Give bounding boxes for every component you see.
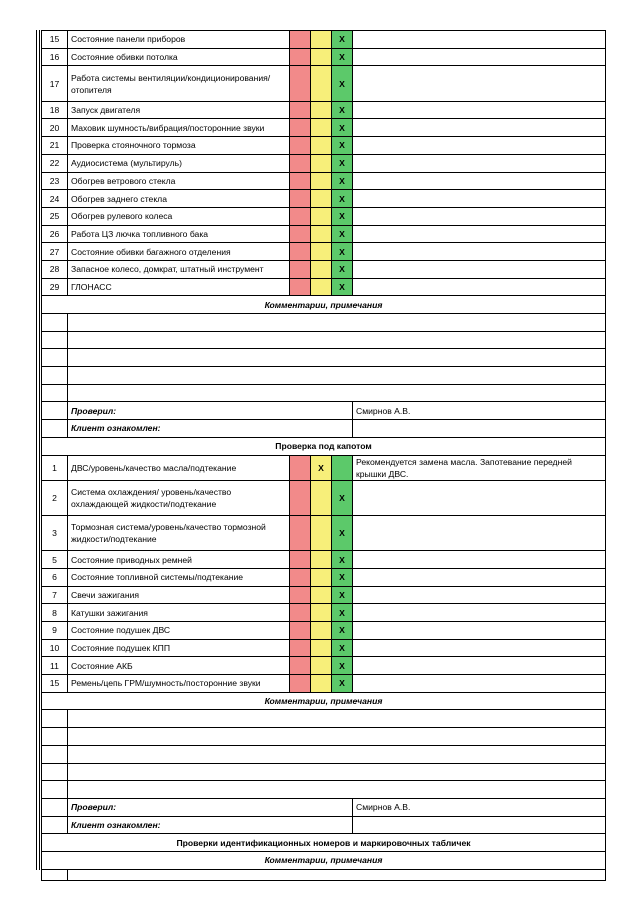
status-yellow-cell (311, 515, 332, 550)
row-description: Проверка стояночного тормоза (68, 137, 290, 155)
status-green-cell: X (332, 137, 353, 155)
checked-by-label: Проверил: (68, 798, 353, 816)
status-green-cell: X (332, 480, 353, 515)
status-yellow-cell (311, 48, 332, 66)
row-number: 23 (42, 172, 68, 190)
status-red-cell (290, 243, 311, 261)
signature-spacer (42, 420, 68, 438)
row-number: 3 (42, 515, 68, 550)
checklist-row (42, 675, 606, 693)
row-note (353, 137, 606, 155)
inspection-table-body (42, 31, 606, 881)
row-description: Состояние панели приборов (68, 31, 290, 49)
comment-text-cell (68, 745, 606, 763)
row-note (353, 207, 606, 225)
status-green-cell: X (332, 154, 353, 172)
status-green-cell: X (332, 551, 353, 569)
row-number: 6 (42, 568, 68, 586)
comment-blank-row (42, 314, 606, 332)
checklist-row (42, 586, 606, 604)
status-red-cell (290, 207, 311, 225)
row-note (353, 675, 606, 693)
comments-header-row (42, 851, 606, 869)
checklist-row (42, 622, 606, 640)
comment-number-cell (42, 367, 68, 385)
row-description: Обогрев ветрового стекла (68, 172, 290, 190)
row-number: 22 (42, 154, 68, 172)
status-yellow-cell (311, 119, 332, 137)
signature-spacer (42, 816, 68, 834)
status-green-cell: X (332, 243, 353, 261)
row-note: Рекомендуется замена масла. Запотевание передней крышки ДВС. (353, 455, 606, 480)
row-number: 15 (42, 675, 68, 693)
comment-text-cell (68, 728, 606, 746)
row-number: 25 (42, 207, 68, 225)
status-yellow-cell (311, 154, 332, 172)
row-number: 20 (42, 119, 68, 137)
status-green-cell: X (332, 675, 353, 693)
status-green-cell: X (332, 586, 353, 604)
status-yellow-cell (311, 278, 332, 296)
section-identification-row (42, 834, 606, 852)
comment-number-cell (42, 745, 68, 763)
comment-text-cell (68, 869, 606, 880)
checked-by-label: Проверил: (68, 402, 353, 420)
status-red-cell (290, 101, 311, 119)
row-number: 26 (42, 225, 68, 243)
section-title: Проверка под капотом (42, 437, 606, 455)
left-margin-line (36, 30, 37, 870)
checklist-row (42, 119, 606, 137)
row-number: 5 (42, 551, 68, 569)
status-green-cell: X (332, 48, 353, 66)
checklist-row (42, 455, 606, 480)
status-yellow-cell (311, 622, 332, 640)
status-green-cell: X (332, 639, 353, 657)
status-yellow-cell (311, 260, 332, 278)
status-yellow-cell (311, 639, 332, 657)
checklist-row (42, 657, 606, 675)
status-red-cell (290, 604, 311, 622)
status-green-cell: X (332, 604, 353, 622)
row-note (353, 278, 606, 296)
status-yellow-cell (311, 101, 332, 119)
status-red-cell (290, 515, 311, 550)
checklist-row (42, 154, 606, 172)
comment-blank-row (42, 367, 606, 385)
row-description: Работа ЦЗ лючка топливного бака (68, 225, 290, 243)
row-description: Состояние подушек ДВС (68, 622, 290, 640)
comment-text-cell (68, 384, 606, 402)
comment-text-cell (68, 781, 606, 799)
status-yellow-cell (311, 225, 332, 243)
status-yellow-cell (311, 137, 332, 155)
row-number: 28 (42, 260, 68, 278)
status-yellow-cell (311, 172, 332, 190)
row-description: Обогрев рулевого колеса (68, 207, 290, 225)
row-note (353, 31, 606, 49)
checklist-row (42, 278, 606, 296)
status-yellow-cell (311, 190, 332, 208)
status-yellow-cell (311, 657, 332, 675)
row-note (353, 604, 606, 622)
checked-by-value: Смирнов А.В. (353, 402, 606, 420)
comment-number-cell (42, 781, 68, 799)
left-margin-line-inner (39, 30, 40, 870)
checklist-row (42, 568, 606, 586)
status-green-cell: X (332, 207, 353, 225)
status-yellow-cell (311, 66, 332, 101)
status-red-cell (290, 31, 311, 49)
status-green-cell: X (332, 101, 353, 119)
row-number: 10 (42, 639, 68, 657)
row-number: 21 (42, 137, 68, 155)
status-green-cell: X (332, 260, 353, 278)
comments-header-row (42, 296, 606, 314)
comment-blank-row (42, 745, 606, 763)
status-yellow-cell (311, 568, 332, 586)
comment-blank-row (42, 349, 606, 367)
status-red-cell (290, 66, 311, 101)
status-green-cell: X (332, 172, 353, 190)
row-description: Ремень/цепь ГРМ/шумность/посторонние звуки (68, 675, 290, 693)
checklist-row (42, 243, 606, 261)
row-description: Маховик шумность/вибрация/посторонние звуки (68, 119, 290, 137)
comment-blank-row (42, 384, 606, 402)
row-note (353, 622, 606, 640)
checklist-row (42, 190, 606, 208)
checklist-row (42, 207, 606, 225)
comment-text-cell (68, 331, 606, 349)
section-title: Проверки идентификационных номеров и маркировочных табличек (42, 834, 606, 852)
row-note (353, 586, 606, 604)
comment-number-cell (42, 763, 68, 781)
row-note (353, 639, 606, 657)
status-red-cell (290, 675, 311, 693)
client-signature-value (353, 420, 606, 438)
client-acknowledged-row (42, 816, 606, 834)
row-note (353, 515, 606, 550)
status-yellow-cell (311, 243, 332, 261)
row-note (353, 225, 606, 243)
row-number: 9 (42, 622, 68, 640)
client-acknowledged-row (42, 420, 606, 438)
row-number: 24 (42, 190, 68, 208)
checklist-row (42, 48, 606, 66)
row-note (353, 243, 606, 261)
comment-number-cell (42, 710, 68, 728)
row-description: Состояние топливной системы/подтекание (68, 568, 290, 586)
row-note (353, 190, 606, 208)
status-green-cell: X (332, 190, 353, 208)
status-green-cell: X (332, 278, 353, 296)
row-note (353, 568, 606, 586)
comment-number-cell (42, 384, 68, 402)
comment-text-cell (68, 367, 606, 385)
row-number: 18 (42, 101, 68, 119)
status-yellow-cell (311, 480, 332, 515)
status-green-cell: X (332, 657, 353, 675)
comment-blank-row (42, 728, 606, 746)
comment-text-cell (68, 314, 606, 332)
row-note (353, 154, 606, 172)
comment-blank-row (42, 763, 606, 781)
comments-header-row (42, 692, 606, 710)
row-number: 7 (42, 586, 68, 604)
comment-blank-row (42, 781, 606, 799)
comment-blank-row (42, 869, 606, 880)
status-green-cell: X (332, 515, 353, 550)
status-green-cell (332, 455, 353, 480)
status-green-cell: X (332, 568, 353, 586)
row-number: 27 (42, 243, 68, 261)
status-red-cell (290, 480, 311, 515)
status-green-cell: X (332, 66, 353, 101)
row-description: Состояние приводных ремней (68, 551, 290, 569)
client-acknowledged-label: Клиент ознакомлен: (68, 420, 353, 438)
checklist-row (42, 137, 606, 155)
status-red-cell (290, 568, 311, 586)
checked-by-row (42, 402, 606, 420)
row-note (353, 119, 606, 137)
row-note (353, 551, 606, 569)
comment-text-cell (68, 763, 606, 781)
status-red-cell (290, 190, 311, 208)
comments-title: Комментарии, примечания (42, 296, 606, 314)
client-signature-value (353, 816, 606, 834)
inspection-table (41, 30, 606, 881)
row-description: Катушки зажигания (68, 604, 290, 622)
status-green-cell: X (332, 119, 353, 137)
comment-blank-row (42, 331, 606, 349)
row-number: 2 (42, 480, 68, 515)
status-yellow-cell (311, 551, 332, 569)
comment-number-cell (42, 728, 68, 746)
comment-text-cell (68, 710, 606, 728)
checklist-row (42, 480, 606, 515)
row-note (353, 172, 606, 190)
checked-by-value: Смирнов А.В. (353, 798, 606, 816)
checklist-row (42, 172, 606, 190)
signature-spacer (42, 402, 68, 420)
row-number: 17 (42, 66, 68, 101)
row-description: Состояние АКБ (68, 657, 290, 675)
row-description: Состояние обивки багажного отделения (68, 243, 290, 261)
row-description: ГЛОНАСС (68, 278, 290, 296)
checklist-row (42, 639, 606, 657)
row-note (353, 66, 606, 101)
status-red-cell (290, 172, 311, 190)
status-green-cell: X (332, 622, 353, 640)
row-note (353, 101, 606, 119)
status-red-cell (290, 657, 311, 675)
row-description: Тормозная система/уровень/качество тормозной жидкости/подтекание (68, 515, 290, 550)
status-red-cell (290, 48, 311, 66)
status-red-cell (290, 137, 311, 155)
row-description: Состояние обивки потолка (68, 48, 290, 66)
signature-spacer (42, 798, 68, 816)
row-description: Обогрев заднего стекла (68, 190, 290, 208)
checklist-row (42, 515, 606, 550)
row-number: 11 (42, 657, 68, 675)
comment-number-cell (42, 314, 68, 332)
status-red-cell (290, 551, 311, 569)
row-description: Свечи зажигания (68, 586, 290, 604)
status-yellow-cell (311, 675, 332, 693)
status-green-cell: X (332, 31, 353, 49)
status-red-cell (290, 119, 311, 137)
row-description: Система охлаждения/ уровень/качество охлаждающей жидкости/подтекание (68, 480, 290, 515)
comment-number-cell (42, 349, 68, 367)
row-note (353, 480, 606, 515)
row-number: 1 (42, 455, 68, 480)
status-yellow-cell (311, 586, 332, 604)
row-note (353, 260, 606, 278)
status-green-cell: X (332, 225, 353, 243)
row-description: Запасное колесо, домкрат, штатный инструмент (68, 260, 290, 278)
checklist-row (42, 66, 606, 101)
comment-blank-row (42, 710, 606, 728)
row-description: Состояние подушек КПП (68, 639, 290, 657)
status-yellow-cell (311, 207, 332, 225)
status-yellow-cell (311, 604, 332, 622)
checked-by-row (42, 798, 606, 816)
status-red-cell (290, 225, 311, 243)
status-yellow-cell: X (311, 455, 332, 480)
status-red-cell (290, 278, 311, 296)
checklist-row (42, 225, 606, 243)
row-description: Запуск двигателя (68, 101, 290, 119)
status-red-cell (290, 154, 311, 172)
status-red-cell (290, 586, 311, 604)
status-yellow-cell (311, 31, 332, 49)
row-number: 15 (42, 31, 68, 49)
checklist-row (42, 31, 606, 49)
comments-title: Комментарии, примечания (42, 851, 606, 869)
status-red-cell (290, 260, 311, 278)
row-number: 29 (42, 278, 68, 296)
status-red-cell (290, 455, 311, 480)
comment-text-cell (68, 349, 606, 367)
checklist-row (42, 604, 606, 622)
status-red-cell (290, 622, 311, 640)
checklist-row (42, 260, 606, 278)
row-note (353, 657, 606, 675)
row-number: 8 (42, 604, 68, 622)
comments-title: Комментарии, примечания (42, 692, 606, 710)
checklist-row (42, 551, 606, 569)
checklist-row (42, 101, 606, 119)
comment-number-cell (42, 869, 68, 880)
row-description: Работа системы вентиляции/кондиционирования/ отопителя (68, 66, 290, 101)
comment-number-cell (42, 331, 68, 349)
status-red-cell (290, 639, 311, 657)
row-description: ДВС/уровень/качество масла/подтекание (68, 455, 290, 480)
client-acknowledged-label: Клиент ознакомлен: (68, 816, 353, 834)
row-note (353, 48, 606, 66)
row-number: 16 (42, 48, 68, 66)
section-under-hood-row (42, 437, 606, 455)
row-description: Аудиосистема (мультируль) (68, 154, 290, 172)
